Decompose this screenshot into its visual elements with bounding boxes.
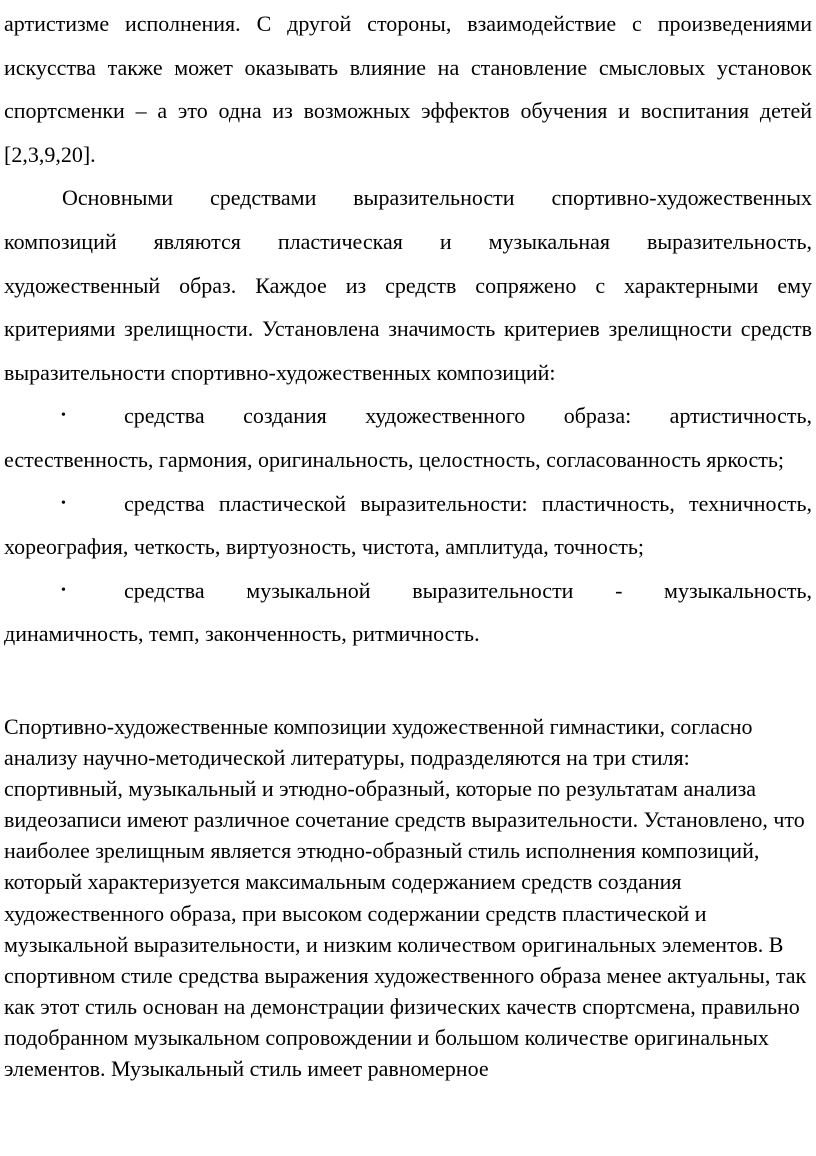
- bullet-item-text: средства пластической выразительности: пластичность, техничность, хореография, четкость, виртуозность, чистота, амплитуда, точность;: [4, 490, 812, 560]
- bullet-dot-icon: •: [61, 408, 66, 424]
- bullet-item-musical-expression: [4, 569, 812, 656]
- single-spaced-text-block: [4, 711, 812, 1084]
- justified-text-block: [4, 2, 812, 656]
- bullet-item-artistic-image: [4, 394, 812, 481]
- paragraph-means-of-expression: Основными средствами выразительности спортивно-художественных композиций являются пластическая и музыкальная выразительность, художественный образ. Каждое из средств сопряжено с характерными ему критериями зрелищности. Установлена значимость критериев зрелищности средств выразительности спортивно-художественных композиций:: [4, 185, 812, 385]
- paragraph-continuation: артистизме исполнения. С другой стороны, взаимодействие с произведениями искусства также может оказывать влияние на становление смысловых установок спортсменки – а это одна из возможных эффектов обучения и воспитания детей [2,3,9,20].: [4, 11, 812, 167]
- bullet-item-text: средства создания художественного образа: артистичность, естественность, гармония, оригинальность, целостность, согласованность яркость;: [4, 403, 812, 472]
- bullet-item-plastic-expression: [4, 482, 812, 569]
- bullet-dot-icon: •: [61, 495, 66, 511]
- bullet-item-text: средства музыкальной выразительности - музыкальность, динамичность, темп, законченность, ритмичность.: [4, 577, 812, 647]
- bullet-dot-icon: •: [61, 582, 66, 598]
- paragraph-composition-styles: Спортивно-художественные композиции художественной гимнастики, согласно анализу научно-методической литературы, подразделяются на три стиля: спортивный, музыкальный и этюдно-образный, которые по результатам анализа видеозаписи имеют различное сочетание средств выразительности. Установлено, что наиболее зрелищным является этюдно-образный стиль исполнения композиций, который характеризуется максимальным содержанием средств создания художественного образа, при высоком содержании средств пластической и музыкальной выразительности, и низким количеством оригинальных элементов. В спортивном стиле средства выражения художественного образа менее актуальны, так как этот стиль основан на демонстрации физических качеств спортсмена, правильно подобранном музыкальном сопровождении и большом количестве оригинальных элементов. Музыкальный стиль имеет равномерное: [4, 714, 807, 1082]
